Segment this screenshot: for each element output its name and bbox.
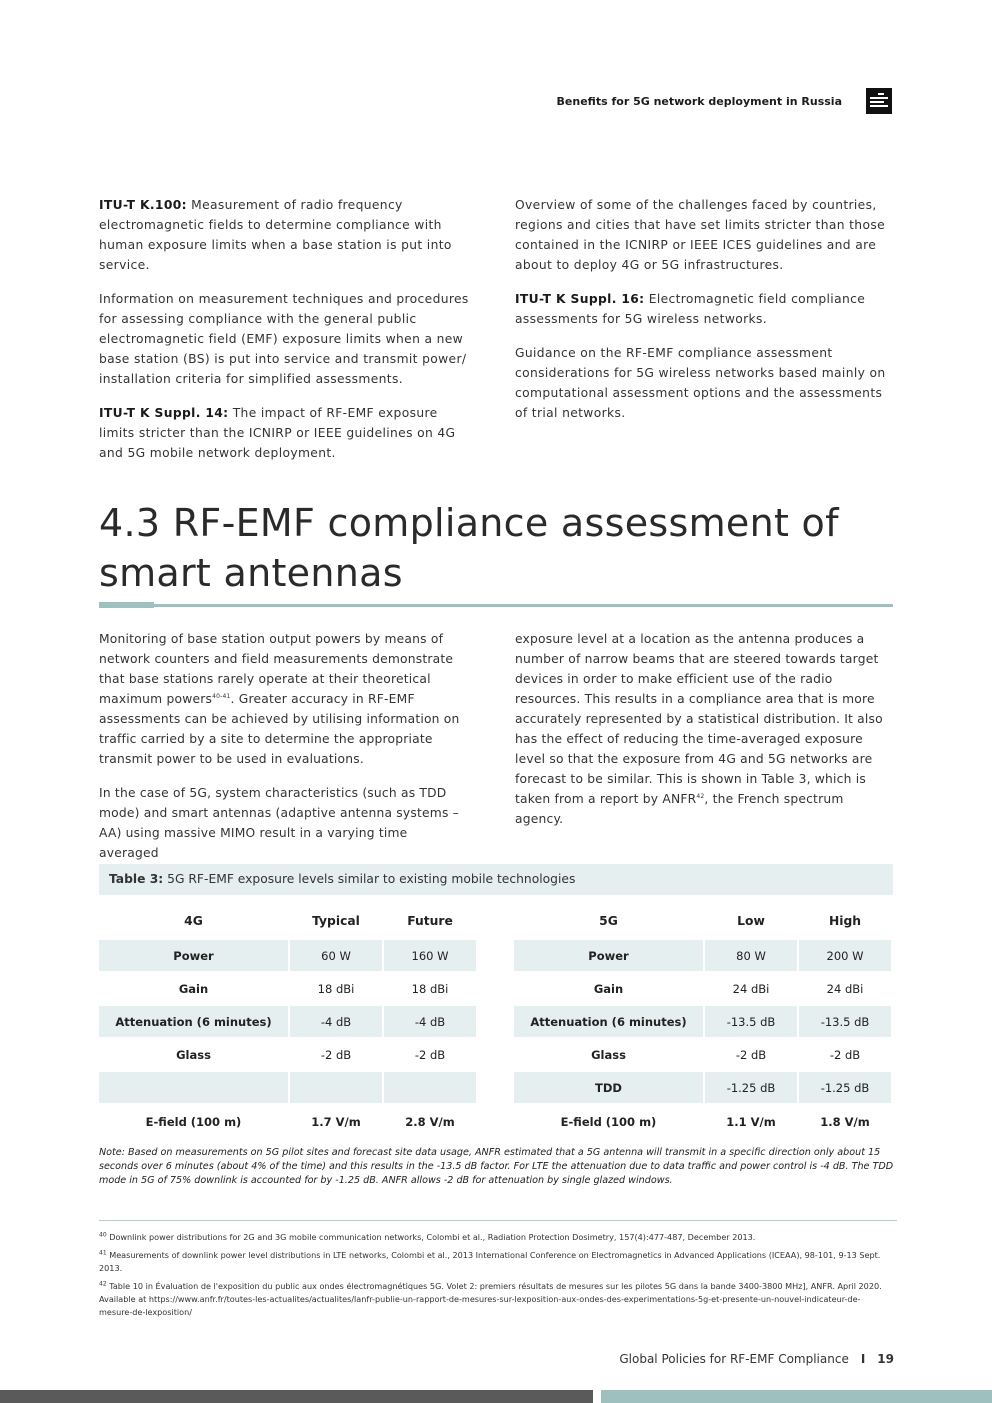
heading-rule xyxy=(99,604,893,607)
body-right-column xyxy=(515,629,895,843)
suppl14-paragraph: ITU-T K Suppl. 14: The impact of RF-EMF exposure limits stricter than the ICNIRP or IEEE guidelines on 4G and 5G mobile network deployment. xyxy=(99,406,456,460)
body-left-column xyxy=(99,629,471,877)
table-header-row: 5G Low High xyxy=(599,914,862,928)
page-footer xyxy=(619,1352,894,1366)
table-row: Power 60 W 160 W xyxy=(99,940,476,971)
k100-description: Information on measurement techniques and procedures for assessing compliance with the general public electromagnetic field (EMF) exposure limits when a new base station (BS) is put into service and transmit power/ installation criteria for simplified assessments. xyxy=(99,292,469,386)
page-number: 19 xyxy=(877,1352,894,1366)
section-heading: 4.3 RF-EMF compliance assessment of smart antennas xyxy=(99,501,839,595)
header-title: Benefits for 5G network deployment in Russia xyxy=(556,95,842,108)
footnotes xyxy=(99,1231,889,1324)
k100-paragraph: ITU-T K.100: Measurement of radio frequency electromagnetic fields to determine compliance with human exposure limits when a base station is put into service. xyxy=(99,198,452,272)
footnote: $^{40}$ Downlink power distributions for 2G and 3G mobile communication networks, Colombi et al., Radiation Protection Dosimetry, 157(4):477-487, December 2013. xyxy=(99,1231,756,1242)
table-row: E-field (100 m) 1.7 V/m 2.8 V/m xyxy=(145,1115,455,1129)
footnote: $^{41}$ Measurements of downlink power level distributions in LTE networks, Colombi et al., 2013 International Conference on Electromagnetics in Advanced Applications (ICEAA), 98-101, 9-13 Sept. 2013. xyxy=(99,1249,881,1273)
footnote-ref[interactable]: 40-41 xyxy=(212,692,231,700)
footer-bar-dark xyxy=(0,1390,593,1403)
table-4g xyxy=(97,902,478,1141)
suppl16-description: Guidance on the RF-EMF compliance assessment considerations for 5G wireless networks based mainly on computational assessment options and the assessments of trial networks. xyxy=(515,346,886,420)
table-row: Attenuation (6 minutes) -4 dB -4 dB xyxy=(99,1006,476,1037)
body-paragraph: Monitoring of base station output powers by means of network counters and field measurements demonstrate that base stations rarely operate at their theoretical maximum powers$^{40-41}$. Greater accuracy in RF-EMF assessments can be achieved by utilising information on traffic carried by a site to determine the appropriate transmit power to be used in evaluations. xyxy=(99,632,460,766)
body-paragraph: In the case of 5G, system characteristics (such as TDD mode) and smart antennas (adaptive antenna systems – AA) using massive MIMO result in a varying time averaged xyxy=(99,786,460,860)
suppl16-paragraph: ITU-T K Suppl. 16: Electromagnetic field compliance assessments for 5G wireless networks. xyxy=(515,292,866,326)
table-row: Gain 24 dBi 24 dBi xyxy=(593,981,864,996)
footnote-divider xyxy=(99,1220,897,1221)
table-row: Glass -2 dB -2 dB xyxy=(591,1047,861,1062)
table-row: TDD -1.25 dB -1.25 dB xyxy=(514,1072,891,1103)
footnote: $^{42}$ Table 10 in Évaluation de l'exposition du public aux ondes électromagnétiques 5G. Volet 2: premiers résultats de mesures sur les pilotes 5G dans la bande 3400-3800 MHz], ANFR. April 2020. Available at https://www.anfr.fr/toutes-les-actualites/actualites/lanfr-publie-un-rapport-de-mesures-sur-lexposition-aux-ondes-des-experimentations-5g-et-presente-un-nouvel-indicateur-de-mesure-de-lexposition/ xyxy=(99,1280,882,1317)
table-note: Note: Based on measurements on 5G pilot sites and forecast site data usage, ANFR estimated that a 5G antenna will transmit in a specific direction only about 15 seconds over 6 minutes (about 4% of the time) and this results in the -13.5 dB factor. For LTE the attenuation due to data traffic and power control is -4 dB. The TDD mode in 5G of 75% downlink is accounted for by -1.25 dB. ANFR allows -2 dB for attenuation by single glazed windows. xyxy=(99,1147,894,1186)
body-paragraph: exposure level at a location as the antenna produces a number of narrow beams that are steered towards target devices in order to make efficient use of the radio resources. This results in a compliance area that is more accurately represented by a statistical distribution. It also has the effect of reducing the time-averaged exposure level so that the exposure from 4G and 5G networks are forecast to be similar. This is shown in Table 3, which is taken from a report by ANFR$^{42}$, the French spectrum agency. xyxy=(515,632,883,826)
table-5g xyxy=(512,902,893,1141)
table-row: Power 80 W 200 W xyxy=(514,940,891,971)
table-row: Glass -2 dB -2 dB xyxy=(176,1047,446,1062)
table-row: Attenuation (6 minutes) -13.5 dB -13.5 dB xyxy=(514,1006,891,1037)
table-row: E-field (100 m) 1.1 V/m 1.8 V/m xyxy=(560,1115,870,1129)
top-right-column xyxy=(515,195,895,437)
footer-separator: I xyxy=(860,1352,866,1366)
suppl14-description: Overview of some of the challenges faced by countries, regions and cities that have set limits stricter than those contained in the ICNIRP or IEEE ICES guidelines and are about to deploy 4G or 5G infrastructures. xyxy=(515,198,885,272)
footnote-ref[interactable]: 42 xyxy=(696,792,705,800)
footer-bar-teal xyxy=(601,1390,992,1403)
table-row: Gain 18 dBi 18 dBi xyxy=(178,981,449,996)
table-caption: Table 3: 5G RF-EMF exposure levels similar to existing mobile technologies xyxy=(99,864,893,895)
footer-title: Global Policies for RF-EMF Compliance xyxy=(619,1352,849,1366)
document-stack-icon xyxy=(866,88,892,114)
table-row xyxy=(99,1072,476,1103)
heading-rule-accent xyxy=(99,602,154,608)
top-left-column xyxy=(99,195,471,477)
table-header-row: 4G Typical Future xyxy=(184,914,453,928)
anfr-link[interactable]: Table 10 in Évaluation de l'exposition du public aux ondes électromagnétiques 5G. Volet 2: premiers résultats de mesures sur les pilotes 5G dans la bande 3400-3800 MHz], ANFR. April 2020. Available at https://www.anfr.fr/toutes-les-actualites/actualites/lanfr-publie-un-rapport-de-mesures-sur-lexposition-aux-ondes-des-experimentations-5g-et-presente-un-nouvel-indicateur-de-mesure-de-lexposition/ xyxy=(99,1281,882,1317)
